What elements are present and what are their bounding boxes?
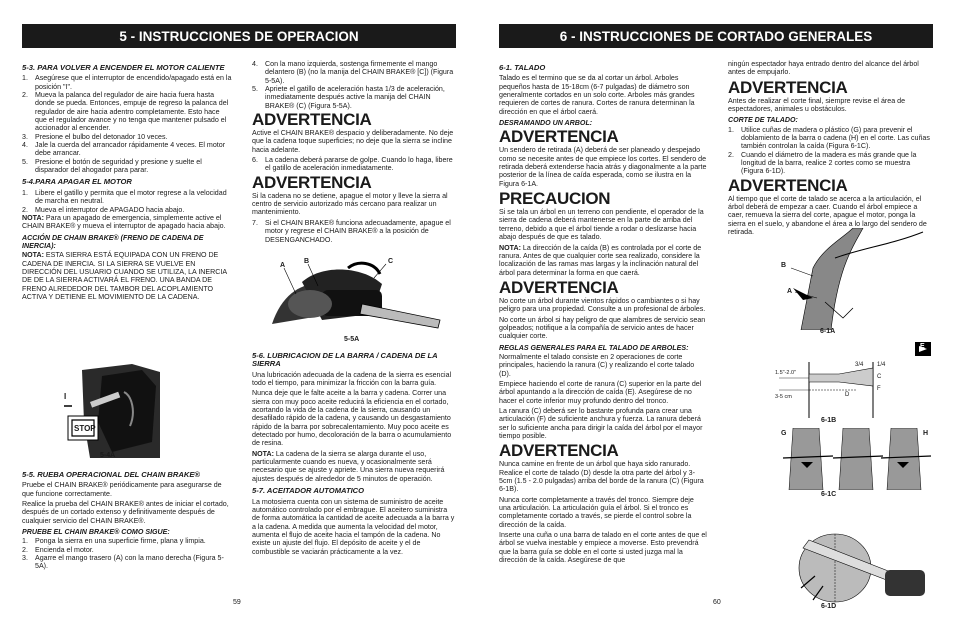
note: NOTA: La dirección de la caída (B) es controlada por el corte de ranura. Antes de que cualquier corte sea realizado, considere la localización de las ramas mas largas y la inclinación natural del árbol para determinar la forma en que caerá.	[499, 243, 702, 277]
chainsaw-stop-illustration	[62, 362, 162, 460]
warning-text: Active el CHAIN BRAKE® despacio y deliberadamente. No deje que la cadena toque superficies; no deje que la sierra se incline hacia adelante.	[252, 129, 454, 154]
list-item: 5. Apriete el gatillo de aceleración hasta 1/3 de aceleración, inmediatamente después active la manija del CHAIN BRAKE® (C) (Figura 5-5A).	[252, 85, 445, 110]
figure-6-1b	[773, 338, 933, 420]
left-column-2	[252, 60, 455, 244]
figure-6-1a	[773, 228, 933, 330]
label-dimension: 3-5 cm	[775, 394, 792, 400]
left-column-1-bottom	[22, 467, 232, 571]
numbered-list	[22, 74, 232, 174]
list-item: 3. Agarre el mango trasero (A) con la mano derecha (Figura 5-5A).	[22, 554, 224, 571]
figure-6-1d	[773, 530, 933, 606]
right-page	[477, 0, 954, 618]
right-column-2	[728, 60, 933, 239]
list-item: 4. Jale la cuerda del arrancador rápidamente 4 veces. El motor debe arrancar.	[22, 141, 226, 158]
section-heading: 5-6. LUBRICACION DE LA BARRA / CADENA DE LA SIERRA	[252, 351, 438, 369]
figure-caption: 6-1B	[821, 417, 837, 424]
warning-text: Nunca corte completamente a través del tronco. Siempre deje una articulación. La articulación guía el árbol. Si el tronco es completamente cortado a través, se pierde el control sobre la dirección de la caída.	[499, 495, 694, 529]
label-ratio: 1/4	[877, 362, 886, 368]
page-number: 60	[713, 599, 721, 606]
figure-6-1c	[773, 428, 933, 490]
list-item: 2. Mueva el interruptor de APAGADO hacia abajo.	[22, 205, 185, 214]
chainsaw-grip-illustration	[262, 254, 442, 340]
list-item: 6. La cadena deberá pararse de golpe. Cuando lo haga, libere el gatillo de aceleración inmediatamente.	[252, 156, 453, 173]
note: NOTA: La cadena de la sierra se alarga durante el uso, particularmente cuando es nueva, y ocasionalmente será necesario que se ajuste y apriete. Una sierra nueva requerirá ajustes después de alrededor de 5 minutos de operación.	[252, 449, 445, 483]
label-e: E	[920, 343, 925, 350]
warning-text: Un sendero de retirada (A) deberá de ser planeado y despejado como se necesite antes de que empiece los cortes. El sendero de retirada deberá extenderse hacia atrás y diagonalmente a la parte posterior de la línea de caída esperada, como se ilustra en la Figura 6-1A.	[499, 146, 707, 188]
label-f: F	[877, 386, 881, 392]
figure-caption: 6-1D	[821, 603, 837, 610]
numbered-list	[252, 60, 455, 110]
caution-text: Si se tala un árbol en un terreno con pendiente, el operador de la sierra de cadena deberá mantenerse en la parte de arriba del terreno, debido a que el árbol tiende a rodar o deslizarse hacia abajo después de que es talado.	[499, 208, 704, 242]
paragraph: Empiece haciendo el corte de ranura (C) superior en la parte del árbol apuntando a la dirección de caída (E). Asegúrese de no hacer el corte inferior muy profundo dentro del tronco.	[499, 379, 702, 405]
list-item: 2. Mueva la palanca del regulador de aire hacia fuera hasta donde se pueda. Entonces, empuje de regreso la palanca del regulador de aire hacia adentro completamente. Esto hace que el regulador avance y no tenga que mantener pulsado el accionador al encender.	[22, 91, 229, 133]
section-heading: 5-3. PARA VOLVER A ENCENDER EL MOTOR CALIENTE	[22, 63, 225, 72]
section-heading: 5-5. RUEBA OPERACIONAL DEL CHAIN BRAKE®	[22, 470, 201, 479]
section-banner: 5 - INSTRUCCIONES DE OPERACION	[22, 24, 456, 48]
tree-fall-direction-illustration	[773, 228, 933, 330]
numbered-list	[728, 126, 933, 176]
list-item: 7. Si el CHAIN BRAKE® funciona adecuadamente, apague el motor y regrese el CHAIN BRAKE® a la posición de DESENGANCHADO.	[252, 218, 451, 244]
warning-text: No corte un árbol si hay peligro de que alambres de servicio sean golpeados; notifique a la compañía de servicio antes de hacer cualquier corte.	[499, 315, 706, 341]
section-heading: 5-7. ACEITADOR AUTOMATICO	[252, 486, 365, 496]
paragraph: Nunca deje que le falte aceite a la barra y cadena. Correr una sierra con muy poco aceite reducirá la eficiencia en el cortado, acortando la vida de la cadena de la sierra, causando un desafilado rápido de la cadena, y causando un desgastamiento rápido de la barra por sobrecalentamiento. Muy poco aceite es detectado por humo, decoloración de la barra o acumulamiento de resina.	[252, 389, 452, 448]
warning-text: Nunca camine en frente de un árbol que haya sido ranurado. Realice el corte de talado (D) desde la otra parte del árbol y 3-5cm (1.5 - 2.0 pulgadas) arriba del borde de la ranura (C) (Figura 6-1B).	[499, 460, 704, 494]
numbered-list	[22, 537, 232, 570]
figure-caption: 6-1C	[821, 491, 837, 498]
list-item: 5. Presione el botón de seguridad y presione y suelte el disparador del ahogador para parar.	[22, 157, 202, 175]
note: NOTA: Para un apagado de emergencia, simplemente active el CHAIN BRAKE® y mueva el interruptor de apagado hacia abajo.	[22, 213, 226, 231]
right-column-1	[499, 60, 707, 567]
warning-heading: ADVERTENCIA	[499, 441, 619, 461]
paragraph: La motosierra cuenta con un sistema de suministro de aceite automático controlado por el embrague. El aceitero suministra de forma automática la cantidad de aceite adecuada a la barra y a la cadena. A medida que aumenta la velocidad del motor, aumenta el flujo de aceite hacia el tampón de la cadena. No existe un ajuste del flujo. El depósito de aceite y el de combustible se vaciarán prácticamente a la vez.	[252, 497, 455, 556]
list-item: 1. Utilice cuñas de madera o plástico (G) para prevenir el doblamiento de la barra o cadena (H) en el corte. Las cuñas también controlan la caída (Figura 6-1C).	[728, 125, 930, 151]
warning-heading: ADVERTENCIA	[728, 77, 848, 97]
warning-text: Al tiempo que el corte de talado se acerca a la articulación, el árbol deberá de empezar a caer. Cuando el árbol empiece a caer, remueva la sierra del corte, apague el motor, ponga la sierra en el suelo, y abandone el área a lo largo del sendero de retirada.	[728, 194, 927, 237]
warning-heading: ADVERTENCIA	[499, 127, 619, 147]
list-item: 1. Asegúrese que el interruptor de encendido/apagado está en la posición "I".	[22, 74, 232, 91]
subheading: DESRAMANDO UN ARBOL:	[499, 119, 593, 128]
warning-heading: ADVERTENCIA	[728, 175, 848, 195]
page-number: 59	[233, 599, 241, 606]
figure-caption: 5-4A	[100, 452, 116, 459]
label-dimension: 1.5"-2.0"	[775, 370, 797, 376]
left-column-1	[22, 60, 232, 303]
left-column-2-bottom	[252, 348, 455, 558]
label-c: C	[388, 258, 394, 265]
section-heading: 5-4.PARA APAGAR EL MOTOR	[22, 177, 132, 187]
warning-text: No corte un árbol durante vientos rápidos o cambiantes o si hay peligro para una propiedad. Consulte a un profesional de árboles.	[499, 296, 706, 314]
list-item: 3. Presione el bulbo del detonador 10 veces.	[22, 132, 168, 141]
numbered-list	[252, 156, 455, 173]
section-banner: 6 - INSTRUCCIONES DE CORTADO GENERALES	[499, 24, 933, 48]
list-item: 4. Con la mano izquierda, sostenga firmemente el mango delantero (B) (no la manija del CHAIN BRAKE® [C]) (Figura 5-5A).	[252, 60, 454, 85]
figure-caption: 5-5A	[344, 336, 360, 343]
figure-caption: 6-1A	[820, 328, 836, 335]
warning-text: Antes de realizar el corte final, siempre revise el área de espectadores, animales u obstáculos.	[728, 96, 906, 114]
label-h: H	[923, 430, 929, 437]
warning-text: Si la cadena no se detiene, apague el motor y lleve la sierra al centro de servicio autorizado más cercano para realizar un mantenimiento.	[252, 191, 448, 217]
figure-5-4a	[62, 362, 162, 460]
list-item: 1. Libere el gatillo y permita que el motor regrese a la velocidad de marcha en neutral.	[22, 188, 227, 206]
paragraph: ningún espectador haya entrado dentro del alcance del árbol antes de empujarlo.	[728, 60, 919, 77]
paragraph: Una lubricación adecuada de la cadena de la sierra es esencial todo el tiempo, para minimizar la fricción con la barra guía.	[252, 370, 452, 388]
label-ratio: 3/4	[855, 362, 864, 368]
label-g: G	[781, 430, 787, 437]
paragraph: Talado es el termino que se da al cortar un árbol. Arboles pequeños hasta de 15-18cm (6-7 pulgadas) de diámetro son generalmente cortados en un solo corte. Arboles más grandes requieren de cortes de ranura. Cortes de ranura determinan la dirección en que el árbol caerá.	[499, 74, 695, 116]
wedge-illustration	[773, 428, 933, 490]
label-a: A	[280, 262, 286, 269]
numbered-list	[22, 189, 232, 214]
label-a: A	[787, 288, 793, 295]
paragraph: Pruebe el CHAIN BRAKE® periódicamente para asegurarse de que funcione correctamente.	[22, 481, 222, 498]
list-item: 2. Encienda el motor.	[22, 545, 94, 554]
list-item: 2. Cuando el diámetro de la madera es más grande que la longitud de la barra, realice 2 cortes como se muestra (Figura 6-1D).	[728, 150, 917, 176]
label-b: B	[304, 258, 310, 265]
subheading: CORTE DE TALADO:	[728, 116, 798, 125]
subheading: PRUEBE EL CHAIN BRAKE® COMO SIGUE:	[22, 528, 170, 537]
caution-heading: PRECAUCION	[499, 189, 611, 209]
label-b: B	[781, 262, 787, 269]
warning-heading: ADVERTENCIA	[252, 172, 372, 192]
label-d: D	[845, 392, 850, 398]
paragraph: Realice la prueba del CHAIN BRAKE® antes de iniciar el cortado, después de un cortado extenso y definitivamente después de cualquier servicio del CHAIN BRAKE®.	[22, 500, 229, 525]
stop-label: STOP	[74, 424, 96, 433]
note: NOTA: ESTA SIERRA ESTÁ EQUIPADA CON UN FRENO DE CADENA DE INERCIA. SI LA SIERRA SE VUELVE EN DIRECCIÓN DEL USUARIO CUANDO SE UTILIZA, LA INERCIA DE DE LA SIERRA ACTIVARÁ EL FRENO. UNA BANDA DE FRENO ALREDEDOR DEL TAMBOR DEL ACOPLAMIENTO ACTIVA Y DETIENE EL MOVIMIENTO DE LA CADENA.	[22, 251, 227, 301]
subheading: ACCIÓN DE CHAIN BRAKE® (FRENO DE CADENA DE INERCIA):	[22, 233, 204, 250]
warning-heading: ADVERTENCIA	[252, 110, 372, 130]
paragraph: La ranura (C) deberá ser lo bastante profunda para crear una articulación (F) de suficiente anchura y fuerza. La ranura deberá ser lo suficiente ancha para dirigir la caída del árbol por el mayor tiempo posible.	[499, 407, 703, 441]
switch-marker: I	[64, 392, 67, 401]
numbered-list	[252, 219, 455, 244]
figure-5-5a	[262, 254, 442, 340]
subheading: REGLAS GENERALES PARA EL TALADO DE ARBOLES:	[499, 343, 689, 352]
two-cut-illustration	[773, 530, 933, 606]
label-c: C	[877, 374, 882, 380]
notch-cut-diagram	[773, 338, 933, 420]
warning-heading: ADVERTENCIA	[499, 277, 619, 297]
list-item: 1. Ponga la sierra en una superficie firme, plana y limpia.	[22, 537, 206, 546]
paragraph: Normalmente el talado consiste en 2 operaciones de corte principales, haciendo la ranura (C) y realizando el corte talado (D).	[499, 352, 695, 378]
warning-text: Inserte una cuña o una barra de talado en el corte antes de que el árbol se vuelva inestable y empiece a moverse. Esto prevendrá que la barra guía se doble en el corte si usted juzga mal la dirección de la caída. Asegúrese de que	[499, 531, 707, 565]
section-heading: 6-1. TALADO	[499, 63, 546, 72]
